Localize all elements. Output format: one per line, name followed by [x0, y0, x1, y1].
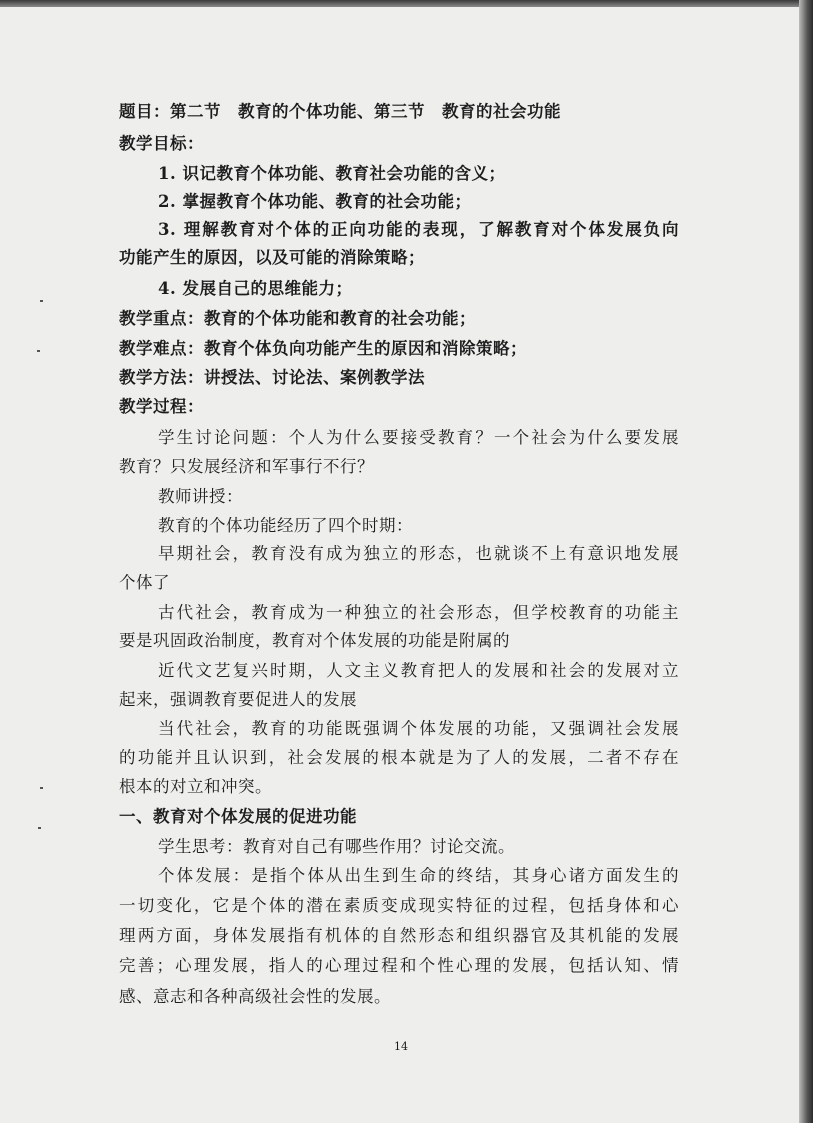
paragraph-line: 感、意志和各种高级社会性的发展。 — [119, 987, 391, 1006]
paragraph-line: 教育的个体功能经历了四个时期： — [158, 516, 413, 535]
difficulties: 教学难点：教育个体负向功能产生的原因和消除策略； — [119, 339, 527, 358]
objective-item: 3. 理解教育对个体的正向功能的表现，了解教育对个体发展负向 — [158, 220, 679, 239]
key-points: 教学重点：教育的个体功能和教育的社会功能； — [119, 309, 476, 328]
paragraph-line: 古代社会，教育成为一种独立的社会形态，但学校教育的功能主 — [158, 603, 679, 622]
objective-item: 2. 掌握教育个体功能、教育的社会功能； — [158, 192, 472, 211]
paragraph-line: 早期社会，教育没有成为独立的形态，也就谈不上有意识地发展 — [158, 544, 679, 563]
page-number: 14 — [394, 1040, 408, 1053]
paragraph-line: 教育？只发展经济和军事行不行？ — [119, 457, 374, 476]
teaching-methods: 教学方法：讲授法、讨论法、案例教学法 — [119, 368, 425, 387]
paragraph-line: 的功能并且认识到，社会发展的根本就是为了人的发展，二者不存在 — [119, 748, 679, 767]
paragraph-line: 当代社会，教育的功能既强调个体发展的功能，又强调社会发展 — [158, 719, 679, 738]
paragraph-line: 理两方面，身体发展指有机体的自然形态和组织器官及其机能的发展 — [119, 926, 679, 945]
paragraph-line: 起来，强调教育要促进人的发展 — [119, 690, 357, 709]
paragraph-line: 一切变化，它是个体的潜在素质变成现实特征的过程，包括身体和心 — [119, 896, 679, 915]
paragraph-line: 个体发展：是指个体从出生到生命的终结，其身心诸方面发生的 — [158, 866, 679, 885]
process-heading: 教学过程： — [119, 397, 204, 416]
page-title: 题目：第二节 教育的个体功能、第三节 教育的社会功能 — [119, 102, 561, 121]
paragraph-line: 个体了 — [119, 573, 170, 592]
paragraph-line: 根本的对立和冲突。 — [119, 777, 272, 796]
objective-item: 1. 识记教育个体功能、教育社会功能的含义； — [158, 164, 506, 183]
paragraph-line: 完善；心理发展，指人的心理过程和个性心理的发展，包括认知、情 — [119, 956, 679, 975]
objectives-heading: 教学目标： — [119, 134, 204, 153]
objective-item-continued: 功能产生的原因，以及可能的消除策略； — [119, 248, 425, 267]
paragraph-line: 近代文艺复兴时期，人文主义教育把人的发展和社会的发展对立 — [158, 661, 679, 680]
paragraph-line: 要是巩固政治制度，教育对个体发展的功能是附属的 — [119, 631, 510, 650]
paragraph-line: 学生讨论问题：个人为什么要接受教育？一个社会为什么要发展 — [158, 428, 679, 447]
paragraph-line: 学生思考：教育对自己有哪些作用？讨论交流。 — [158, 837, 515, 856]
scan-right-edge — [799, 0, 813, 1123]
section-heading: 一、教育对个体发展的促进功能 — [119, 807, 357, 826]
objective-item: 4. 发展自己的思维能力； — [158, 279, 353, 298]
paragraph-line: 教师讲授： — [158, 487, 243, 506]
